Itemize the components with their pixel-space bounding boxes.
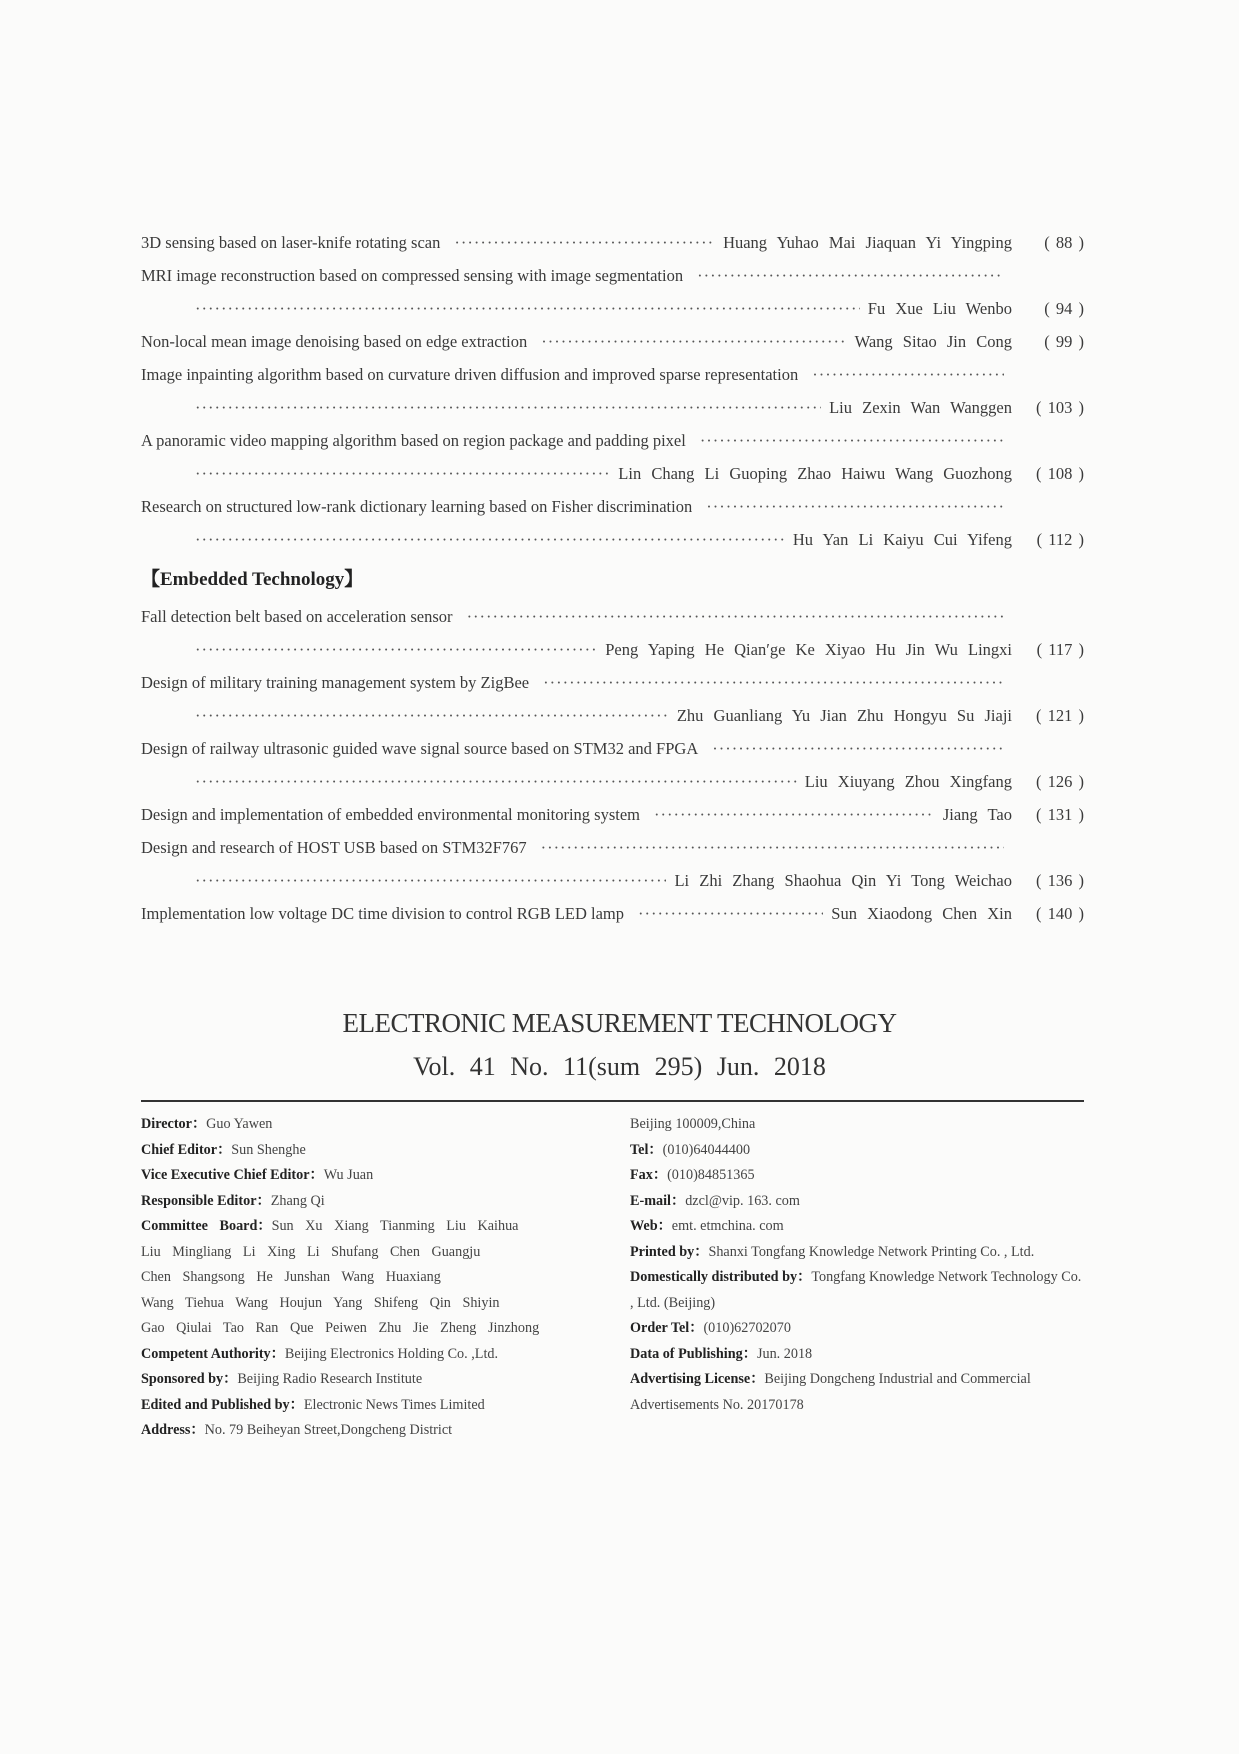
article-authors: Li Zhi Zhang Shaohua Qin Yi Tong Weichao <box>674 871 1012 890</box>
publishing-date-row: Data of Publishing：Jun. 2018 <box>630 1345 813 1362</box>
dot-leader <box>543 666 1004 699</box>
toc-line <box>141 666 1084 699</box>
toc-line <box>141 226 1084 259</box>
article-title: Design of railway ultrasonic guided wave signal source based on STM32 and FPGA <box>141 739 699 758</box>
toc-line <box>141 490 1084 523</box>
authority-row: Competent Authority：Beijing Electronics Holding Co. ,Ltd. <box>141 1345 499 1362</box>
page-number: ( 136 ) <box>1036 871 1084 890</box>
dot-leader <box>467 600 1004 633</box>
toc-line <box>141 765 1084 798</box>
article-authors: Huang Yuhao Mai Jiaquan Yi Yingping <box>723 233 1012 252</box>
article-authors: Zhu Guanliang Yu Jian Zhu Hongyu Su Jiaji <box>676 706 1012 725</box>
committee-row: Committee Board：Sun Xu Xiang Tianming Liu Kaihua <box>141 1218 519 1234</box>
journal-issue: Vol. 41 No. 11(sum 295) Jun. 2018 <box>413 1052 826 1081</box>
fax-row: Fax：(010)84851365 <box>630 1167 755 1183</box>
toc-line <box>141 457 1084 490</box>
dot-leader <box>195 699 669 732</box>
toc-line <box>141 391 1084 424</box>
committee-row: Gao Qiulai Tao Ran Que Peiwen Zhu Jie Zheng Jinzhong <box>141 1320 540 1336</box>
dot-leader <box>195 457 610 490</box>
dot-leader <box>195 391 821 424</box>
publisher-row: Edited and Published by：Electronic News Times Limited <box>141 1396 485 1413</box>
page-number: ( 117 ) <box>1036 640 1084 659</box>
order-tel-row: Order Tel：(010)62702070 <box>630 1320 791 1336</box>
dot-leader <box>541 831 1004 864</box>
toc-line <box>141 292 1084 325</box>
article-title: Design and implementation of embedded environmental monitoring system <box>141 805 641 824</box>
divider <box>141 1100 1084 1102</box>
dot-leader <box>700 424 1004 457</box>
toc-top-entries <box>141 226 1084 556</box>
dot-leader <box>706 490 1004 523</box>
toc-line <box>141 798 1084 831</box>
article-title: Research on structured low-rank dictionary learning based on Fisher discrimination <box>141 497 693 516</box>
page-number: ( 99 ) <box>1044 332 1084 351</box>
toc-line <box>141 864 1084 897</box>
dot-leader <box>712 732 1004 765</box>
address-row: Address：No. 79 Beiheyan Street,Dongcheng District <box>141 1422 453 1438</box>
table-of-contents <box>141 226 1084 930</box>
masthead-left-column <box>141 1112 601 1444</box>
article-title: A panoramic video mapping algorithm based on region package and padding pixel <box>141 431 686 450</box>
article-authors: Peng Yaping He Qian′ge Ke Xiyao Hu Jin Wu Lingxi <box>605 640 1012 659</box>
dot-leader <box>195 633 597 666</box>
toc-line <box>141 259 1084 292</box>
address-row-continued: Beijing 100009,China <box>630 1116 756 1132</box>
toc-line <box>141 633 1084 666</box>
article-title: Implementation low voltage DC time division to control RGB LED lamp <box>141 904 625 923</box>
dot-leader <box>195 523 785 556</box>
page-number: ( 121 ) <box>1036 706 1084 725</box>
article-authors: Lin Chang Li Guoping Zhao Haiwu Wang Guozhong <box>618 464 1012 483</box>
article-authors: Hu Yan Li Kaiyu Cui Yifeng <box>792 530 1012 549</box>
article-authors: Jiang Tao <box>942 805 1012 824</box>
chief-editor-row: Chief Editor：Sun Shenghe <box>141 1141 306 1158</box>
toc-line <box>141 699 1084 732</box>
article-title: Design and research of HOST USB based on STM32F767 <box>141 838 527 857</box>
page-number: ( 94 ) <box>1044 299 1084 318</box>
article-authors: Fu Xue Liu Wenbo <box>867 299 1012 318</box>
toc-line <box>141 600 1084 633</box>
dot-leader <box>541 325 846 358</box>
sponsor-row: Sponsored by：Beijing Radio Research Institute <box>141 1371 423 1387</box>
page-number: ( 140 ) <box>1036 904 1084 923</box>
dot-leader <box>454 226 715 259</box>
article-title: Image inpainting algorithm based on curvature driven diffusion and improved sparse representation <box>141 365 799 384</box>
article-title: MRI image reconstruction based on compressed sensing with image segmentation <box>141 266 684 285</box>
page-number: ( 112 ) <box>1036 530 1084 549</box>
masthead-right-column <box>630 1112 1084 1418</box>
journal-title: ELECTRONIC MEASUREMENT TECHNOLOGY <box>342 1008 897 1038</box>
responsible-editor-row: Responsible Editor：Zhang Qi <box>141 1192 325 1209</box>
toc-line <box>141 424 1084 457</box>
page-number: ( 108 ) <box>1036 464 1084 483</box>
web-row: Web：emt. etmchina. com <box>630 1218 784 1234</box>
page-number: ( 103 ) <box>1036 398 1084 417</box>
toc-section-entries <box>141 600 1084 930</box>
committee-row: Chen Shangsong He Junshan Wang Huaxiang <box>141 1269 441 1285</box>
page-number: ( 126 ) <box>1036 772 1084 791</box>
dot-leader <box>654 798 935 831</box>
article-title: Fall detection belt based on acceleration sensor <box>141 607 453 626</box>
toc-line <box>141 732 1084 765</box>
article-authors: Sun Xiaodong Chen Xin <box>831 904 1012 923</box>
toc-line <box>141 897 1084 930</box>
dot-leader <box>638 897 823 930</box>
page-number: ( 131 ) <box>1036 805 1084 824</box>
dot-leader <box>195 864 666 897</box>
printed-by-row: Printed by：Shanxi Tongfang Knowledge Network Printing Co. , Ltd. <box>630 1243 1035 1260</box>
article-authors: Wang Sitao Jin Cong <box>854 332 1012 351</box>
distributed-by-row: Domestically distributed by：Tongfang Knowledge Network Technology Co. , Ltd. (Beijing) <box>630 1269 1082 1311</box>
director-row: Director：Guo Yawen <box>141 1116 273 1132</box>
committee-row: Wang Tiehua Wang Houjun Yang Shifeng Qin Shiyin <box>141 1294 500 1311</box>
dot-leader <box>697 259 1004 292</box>
dot-leader <box>195 765 797 798</box>
article-title: Design of military training management system by ZigBee <box>141 673 530 692</box>
section-heading-embedded-technology: 【Embedded Technology】 <box>141 569 364 590</box>
email-row: E-mail：dzcl@vip. 163. com <box>630 1192 800 1209</box>
toc-line <box>141 358 1084 391</box>
toc-line <box>141 325 1084 358</box>
article-authors: Liu Xiuyang Zhou Xingfang <box>804 772 1012 791</box>
article-authors: Liu Zexin Wan Wanggen <box>829 398 1012 417</box>
toc-line <box>141 831 1084 864</box>
page-number: ( 88 ) <box>1044 233 1084 252</box>
committee-row: Liu Mingliang Li Xing Li Shufang Chen Guangju <box>141 1243 481 1260</box>
toc-line <box>141 523 1084 556</box>
article-title: Non-local mean image denoising based on edge extraction <box>141 332 528 351</box>
dot-leader <box>195 292 860 325</box>
vice-editor-row: Vice Executive Chief Editor：Wu Juan <box>141 1167 374 1183</box>
advertising-license-row: Advertising License：Beijing Dongcheng Industrial and Commercial Advertisements No. 20170178 <box>630 1371 1031 1413</box>
tel-row: Tel：(010)64044400 <box>630 1141 751 1158</box>
article-title: 3D sensing based on laser-knife rotating scan <box>141 233 441 252</box>
dot-leader <box>812 358 1004 391</box>
